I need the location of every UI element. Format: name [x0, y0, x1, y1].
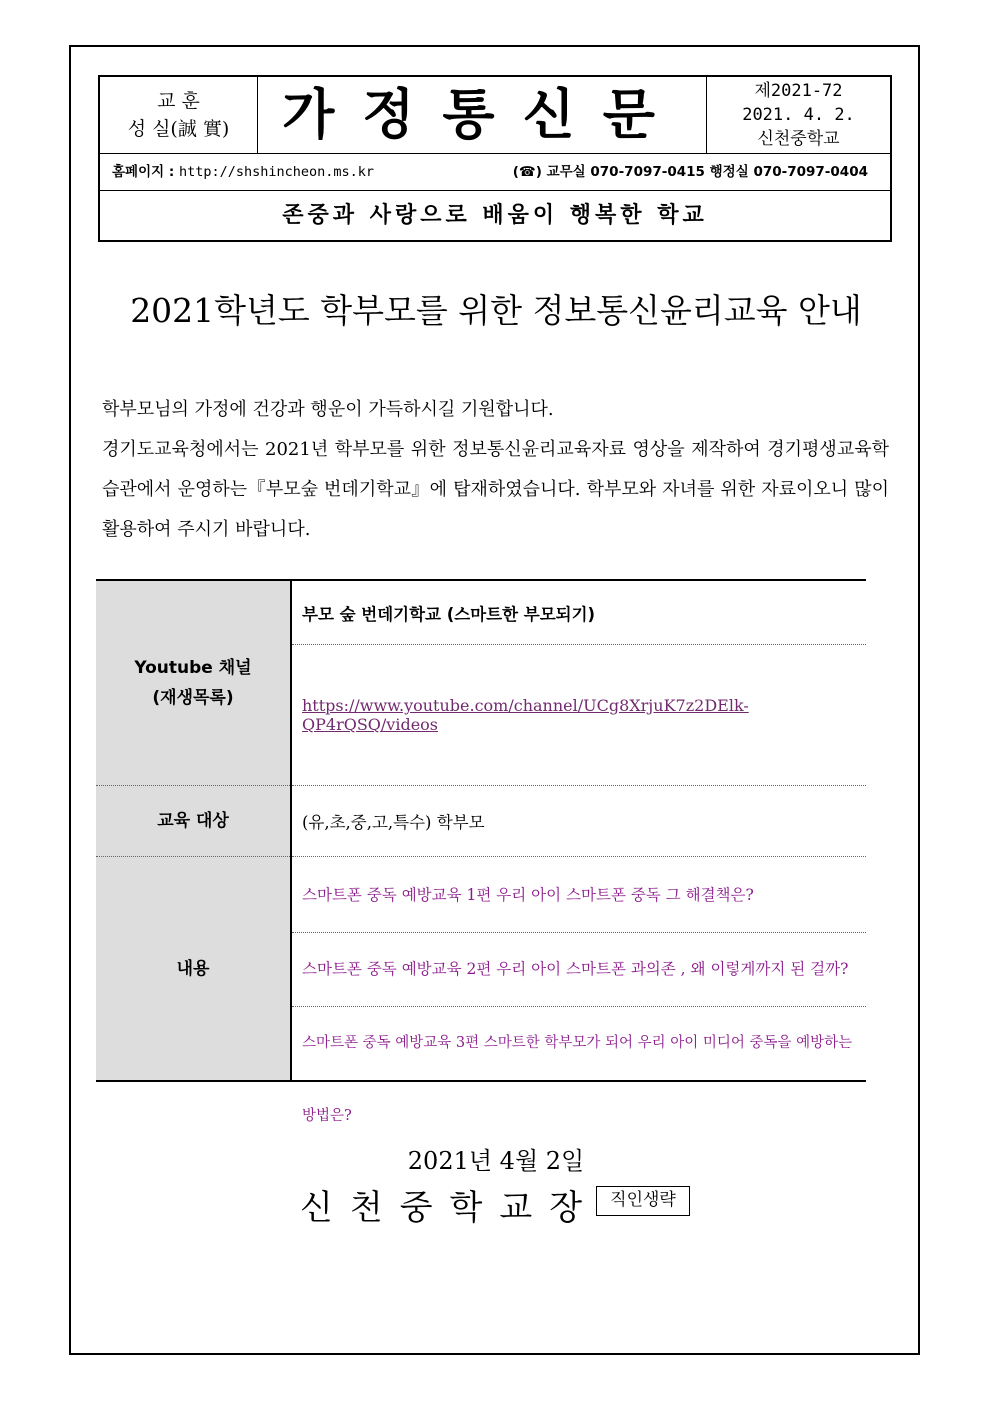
contact-row — [100, 154, 890, 191]
principal-signature: 신천중학교장 — [300, 1188, 600, 1228]
school-motto — [100, 77, 258, 153]
motto-text: 성 실(誠 實) — [127, 118, 230, 140]
footer-date: 2021년 4월 2일 — [407, 1147, 585, 1175]
document-date: 2021. 4. 2. — [742, 105, 855, 125]
content-list-cell — [291, 857, 866, 1124]
content-item: 스마트폰 중독 예방교육 3편 스마트한 학부모가 되어 우리 아이 미디어 중독을 예방하는 방법은? — [302, 1034, 853, 1124]
document-number: 제2021-72 — [754, 81, 843, 101]
content-label: 내용 — [96, 857, 291, 1082]
notice-paragraph: 경기도교육청에서는 2021년 학부모를 위한 정보통신윤리교육자료 영상을 제작하여 경기평생교육학습관에서 운영하는『부모숲 번데기학교』에 탑재하였습니다. 학부모와 자녀를 위한 자료이오니 많이 활용하여 주시기 바랍니다. — [102, 439, 889, 540]
phone-numbers: (☎) 교무실 070-7097-0415 행정실 070-7097-0404 — [512, 164, 868, 180]
target-value: (유,초,중,고,특수) 학부모 — [291, 786, 866, 857]
content-item: 스마트폰 중독 예방교육 2편 우리 아이 스마트폰 과의존 , 왜 이렇게까지 된 걸까? — [292, 933, 866, 1007]
info-table — [96, 579, 866, 1124]
greeting-paragraph: 학부모님의 가정에 건강과 행운이 가득하시길 기원합니다. — [102, 399, 554, 420]
body-text — [102, 390, 889, 550]
document-title: 2021학년도 학부모를 위한 정보통신윤리교육 안내 — [130, 291, 862, 330]
newsletter-header — [98, 75, 892, 242]
motto-label: 교 훈 — [157, 90, 200, 112]
homepage — [112, 154, 374, 190]
newsletter-title: 가정통신문 — [282, 83, 683, 146]
youtube-sublabel: (재생목록) — [152, 688, 234, 708]
document-meta — [706, 77, 890, 153]
youtube-label: Youtube 채널 — [134, 658, 252, 678]
school-slogan: 존중과 사랑으로 배움이 행복한 학교 — [282, 203, 708, 228]
content-item: 스마트폰 중독 예방교육 1편 우리 아이 스마트폰 중독 그 해결책은? — [292, 858, 866, 933]
table-row — [96, 857, 866, 1082]
channel-url-cell — [291, 645, 866, 786]
seal-omitted-box: 직인생략 — [596, 1186, 690, 1216]
header-top-row — [100, 77, 890, 154]
channel-name: 부모 숲 번데기학교 (스마트한 부모되기) — [291, 580, 866, 645]
homepage-link[interactable]: http://shshincheon.ms.kr — [178, 164, 375, 180]
table-row — [96, 786, 866, 857]
channel-link[interactable]: https://www.youtube.com/channel/UCg8XrjuK7z2DElk-QP4rQSQ/videos — [302, 696, 749, 734]
target-label: 교육 대상 — [96, 786, 291, 857]
school-name: 신천중학교 — [757, 129, 840, 149]
homepage-label: 홈페이지 : — [112, 164, 175, 180]
youtube-label-cell — [96, 580, 291, 786]
table-row — [96, 580, 866, 645]
